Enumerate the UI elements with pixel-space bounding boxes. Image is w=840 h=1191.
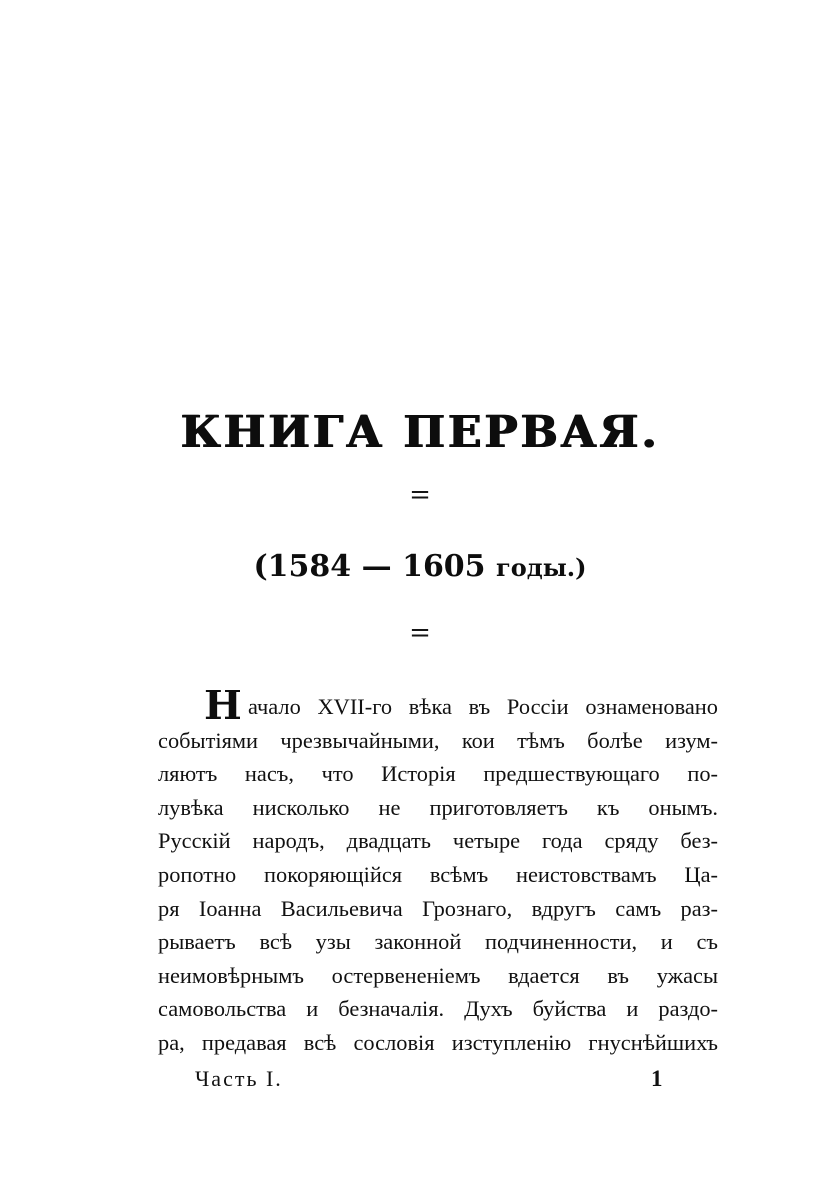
footer-part-label: Часть I. [195,1066,283,1091]
text-line: лувѣка нисколько не приготовляетъ къ онымъ. [158,794,718,820]
text-line: неимовѣрнымъ остервененіемъ вдается въ ужасы [158,962,718,988]
text-line: рываетъ всѣ узы законной подчиненности, и съ [158,929,718,955]
text-line: событіями чрезвычайными, кои тѣмъ болѣе изум- [158,727,718,753]
text-line-1-rest: ачало XVII-го вѣка въ Россіи ознаменовано [248,694,718,719]
book-title: КНИГА ПЕРВАЯ. [180,407,660,458]
text-line: ропотно покоряющійся всѣмъ неистовствамъ Ца- [158,861,718,887]
separator-top: = [409,480,431,510]
body-text [158,690,718,1060]
years-numbers: (1584 — 1605 [253,549,486,584]
drop-cap: Н [204,690,242,724]
text-line: ря Іоанна Васильевича Грознаго, вдругъ самъ раз- [158,895,718,921]
page-number: 1 [651,1066,663,1091]
years-range [0,545,840,590]
text-line: ра, предавая всѣ сословія изступленію гнуснѣйшихъ [158,1029,718,1055]
text-line: Русскій народъ, двадцать четыре года сряду без- [158,828,718,854]
text-line: самовольства и безначалія. Духъ буйства и раздо- [158,996,718,1022]
text-line: ляютъ насъ, что Исторія предшествующаго по- [158,761,718,787]
separator-bottom: = [409,618,431,648]
years-word: годы.) [496,553,587,582]
text-line-1 [158,690,718,724]
